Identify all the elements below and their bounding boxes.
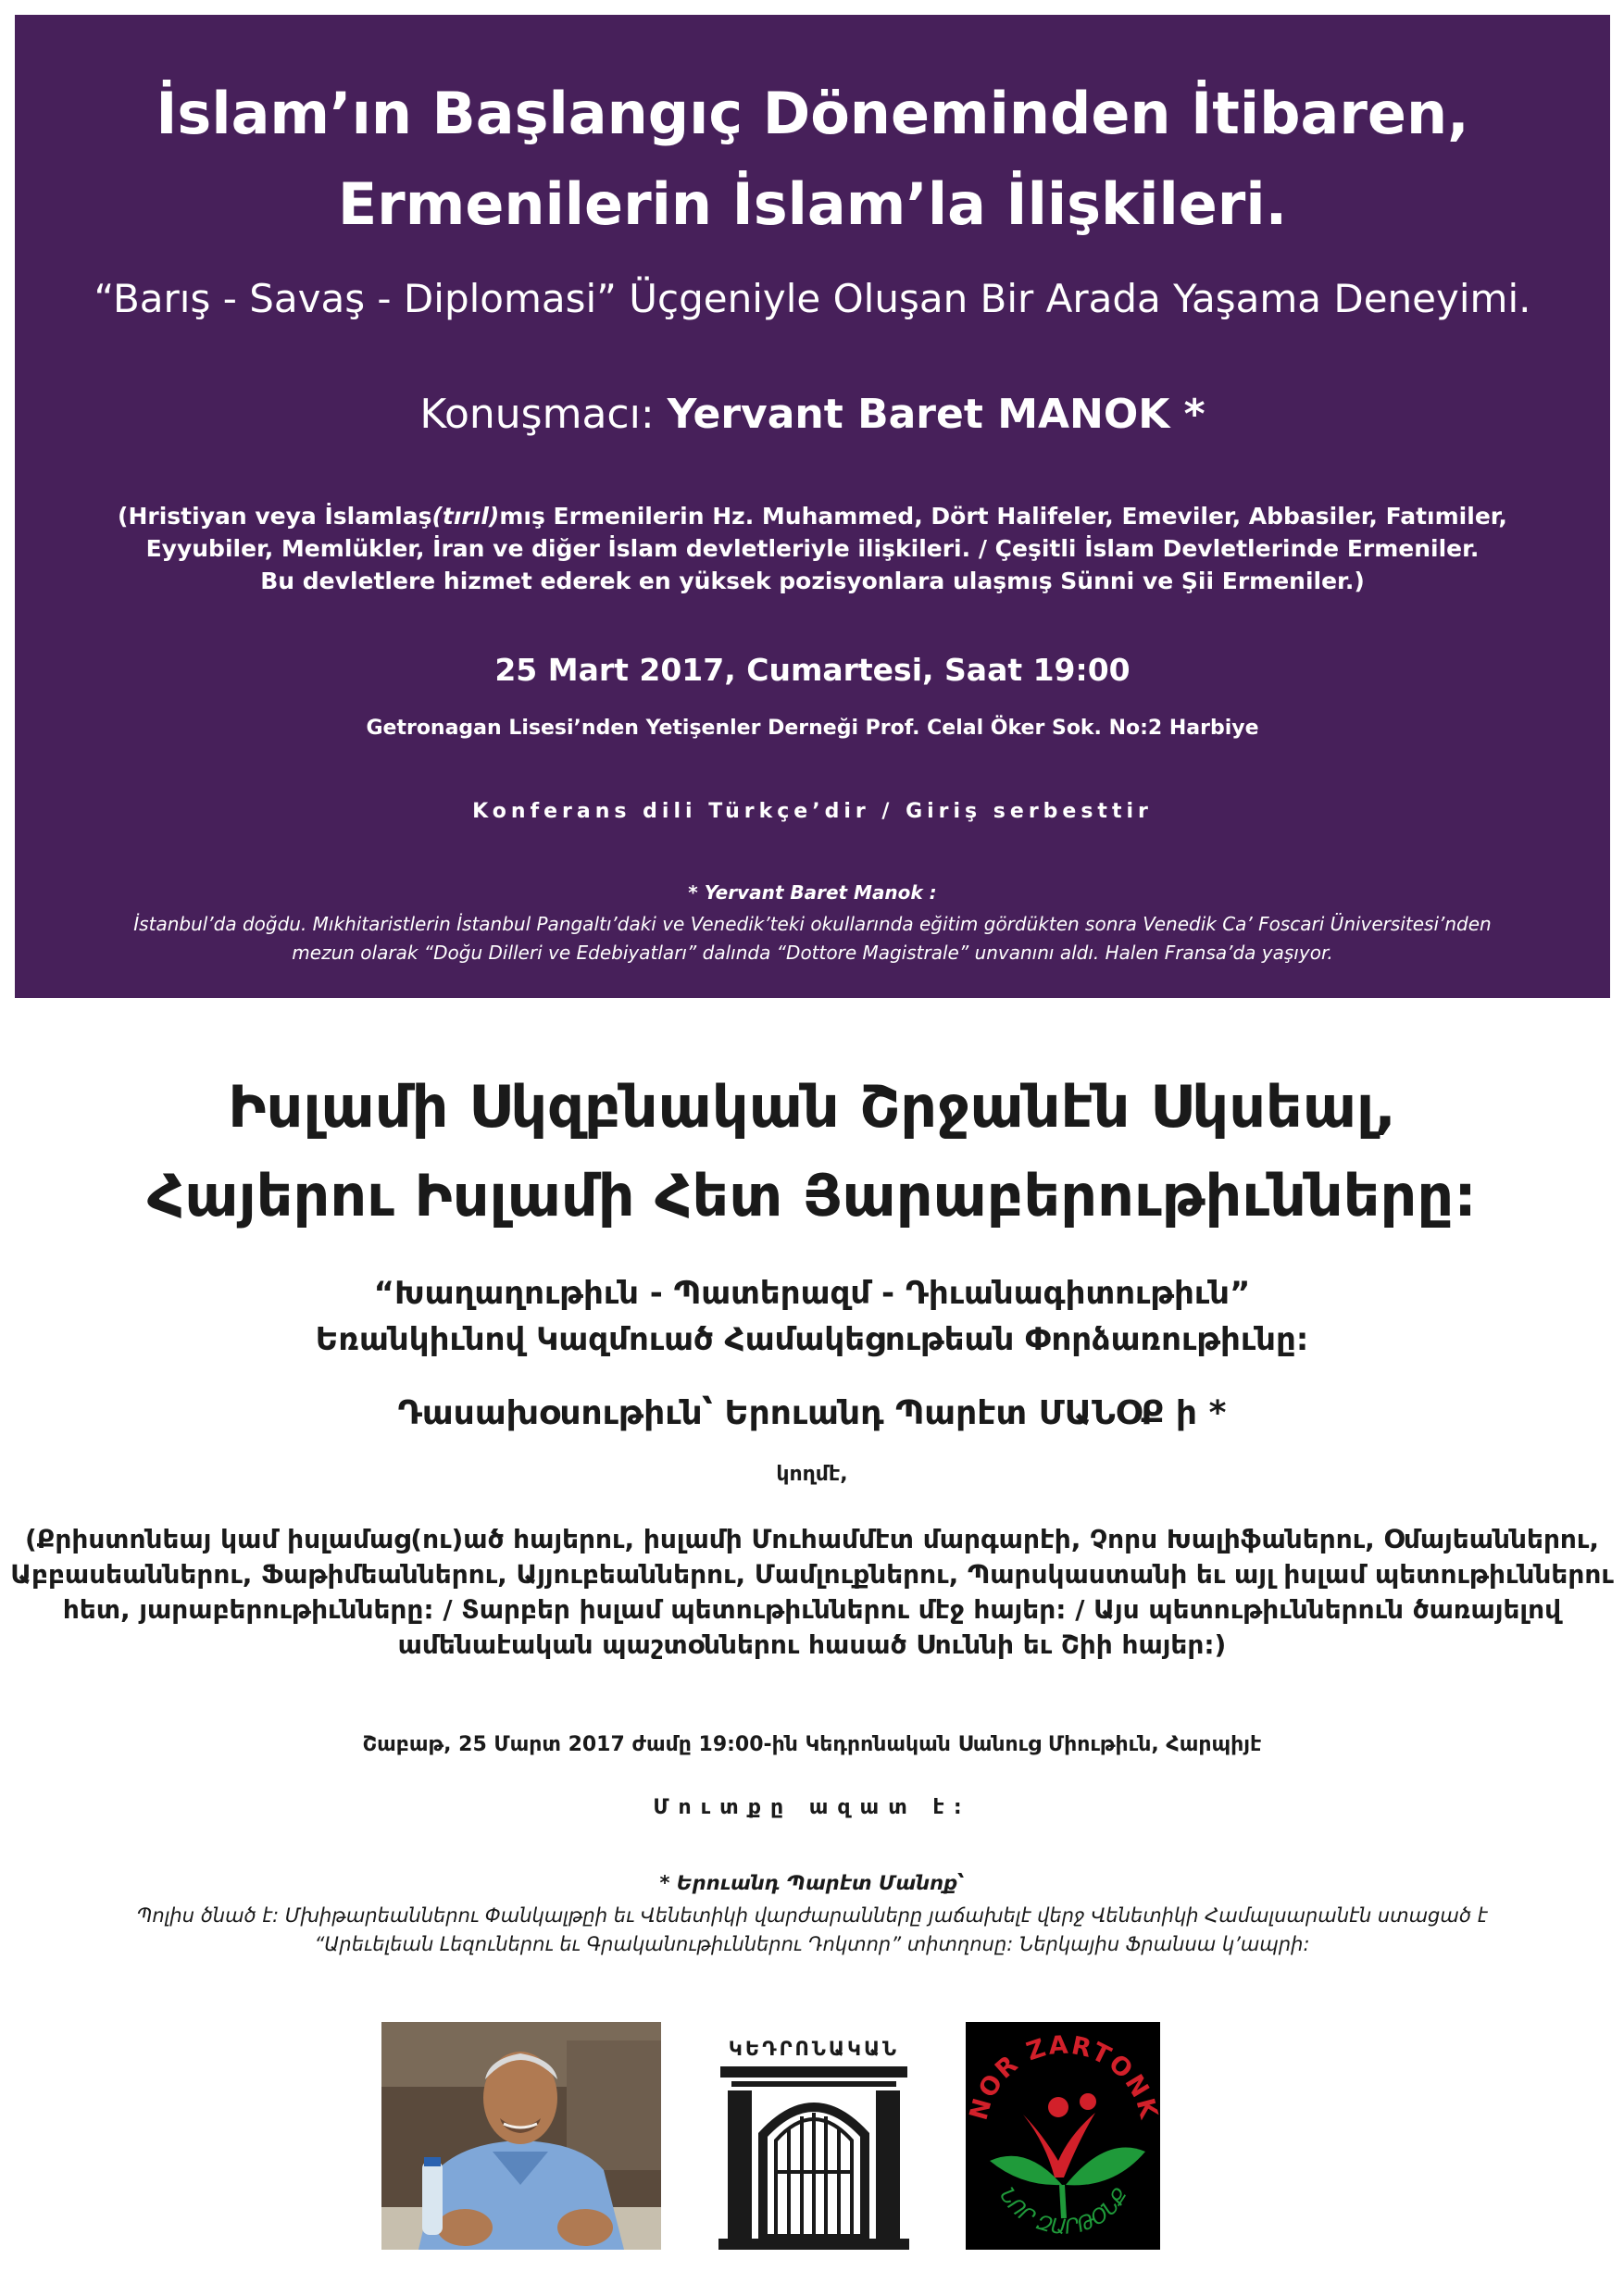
turkish-bio-title: * Yervant Baret Manok : bbox=[688, 881, 937, 904]
armenian-title-line2: Հայերու Իսլամի Հետ Յարաբերութիւնները: bbox=[147, 1162, 1477, 1229]
armenian-date-venue: Շաբաթ, 25 Մարտ 2017 ժամը 19:00-ին Կեդրոնական Սանուց Միութիւն, Հարպիյէ bbox=[362, 1733, 1262, 1756]
turkish-bio bbox=[15, 910, 1610, 967]
turkish-banner bbox=[15, 15, 1610, 998]
kedronagan-logo-graphic bbox=[718, 2024, 909, 2250]
armenian-subtitle-line2: Եռանկիւնով Կազմուած Համակեցութեան Փորձառութիւնը: bbox=[315, 1321, 1309, 1358]
turkish-title-line2: Ermenilerin İslam’la İlişkileri. bbox=[337, 170, 1288, 238]
armenian-by: կողմէ, bbox=[776, 1463, 848, 1486]
armenian-desc-line2: Աբբասեաններու, Ֆաթիմեաններու, Այյուբեաններու, Մամլուքներու, Պարսկաստանի եւ այլ իսլամ պետութիւններու bbox=[10, 1559, 1614, 1590]
armenian-bio-line2: “Արեւելեան Լեզուներու եւ Գրականութիւններու Դոկտոր” տիտղոսը: Ներկայիս Ֆրանսա կ’ապրի: bbox=[314, 1933, 1310, 1955]
desc-part2: mış Ermenilerin Hz. Muhammed, Dört Halifeler, Emeviler, Abbasiler, Fatımiler, bbox=[499, 503, 1507, 530]
speaker-name: Yervant Baret MANOK * bbox=[667, 391, 1206, 438]
armenian-desc-line1: (Քրիստոնեայ կամ իսլամաց(ու)ած հայերու, իսլամի Մուհամմէտ մարգարէի, Չորս Խալիֆաներու, Օմայեաններու, bbox=[25, 1524, 1599, 1554]
turkish-desc-line3: Bu devletlere hizmet ederek en yüksek pozisyonlara ulaşmış Sünni ve Şii Ermeniler.) bbox=[260, 568, 1365, 594]
turkish-bio-line1: İstanbul’da doğdu. Mıkhitaristlerin İstanbul Pangaltı’daki ve Venedik’teki okullarında eğitim gördükten sonra Venedik Ca’ Foscari Üniversitesi’nden bbox=[133, 913, 1492, 935]
kedronagan-logo bbox=[718, 2024, 909, 2250]
kedronagan-logo-text: ԿԵԴՐՈՆԱԿԱՆ bbox=[728, 2038, 900, 2060]
turkish-desc-line2: Eyyubiler, Memlükler, İran ve diğer İslam devletleriyle ilişkileri. / Çeşitli İslam Devletlerinde Ermeniler. bbox=[145, 535, 1480, 562]
turkish-date: 25 Mart 2017, Cumartesi, Saat 19:00 bbox=[494, 652, 1131, 688]
armenian-title bbox=[0, 1063, 1624, 1241]
desc-italic: (tırıl) bbox=[431, 503, 500, 530]
armenian-bio-title: * Երուանդ Պարէտ Մանոք՝ bbox=[659, 1872, 965, 1894]
turkish-desc-line1 bbox=[15, 500, 1610, 532]
armenian-title-line1: Իսլամի Սկզբնական Շրջանէն Սկսեալ, bbox=[228, 1073, 1396, 1141]
nor-zartonk-top-text: NOR ZARTONK bbox=[966, 2030, 1160, 2124]
turkish-title bbox=[15, 69, 1610, 250]
armenian-bio bbox=[0, 1902, 1624, 1959]
turkish-language-note: Konferans dili Türkçe’dir / Giriş serbesttir bbox=[472, 800, 1153, 823]
turkish-subtitle: “Barış - Savaş - Diplomasi” Üçgeniyle Oluşan Bir Arada Yaşama Deneyimi. bbox=[94, 276, 1531, 321]
turkish-title-line1: İslam’ın Başlangıç Döneminden İtibaren, bbox=[156, 80, 1469, 147]
nor-zartonk-bottom-text: ՆՈՐ ԶԱՐԹՕՆՔ bbox=[993, 2184, 1134, 2240]
armenian-description bbox=[0, 1522, 1624, 1663]
speaker-label: Konuşmacı: bbox=[419, 391, 655, 438]
armenian-subtitle-line1: “Խաղաղութիւն - Պատերազմ - Դիւանագիտութիւն” bbox=[373, 1275, 1251, 1312]
armenian-subtitle bbox=[0, 1270, 1624, 1363]
nor-zartonk-logo bbox=[966, 2022, 1160, 2250]
speaker-photo-illustration bbox=[381, 2022, 661, 2250]
turkish-bio-line2: mezun olarak “Doğu Dilleri ve Edebiyatları” dalında “Dottore Magistrale” unvanını aldı. Halen Fransa’da yaşıyor. bbox=[292, 942, 1333, 964]
armenian-speaker: Դասախօսութիւն՝ Երուանդ Պարէտ ՄԱՆՕՔ ի * bbox=[397, 1394, 1227, 1432]
desc-part1: (Hristiyan veya İslamlaş bbox=[118, 503, 432, 530]
armenian-entry: Մուտքը ազատ է: bbox=[653, 1796, 971, 1819]
turkish-venue: Getronagan Lisesi’nden Yetişenler Derneği Prof. Celal Öker Sok. No:2 Harbiye bbox=[366, 717, 1259, 740]
armenian-bio-line1: Պոլիս ծնած է: Մխիթարեաններու Փանկալթըի եւ Վենետիկի վարժարանները յաճախելէ վերջ Վենետիկի Համալսարանէն ստացած է bbox=[136, 1904, 1488, 1927]
turkish-speaker bbox=[15, 391, 1610, 438]
armenian-desc-line4: ամենաէական պաշտօններու հասած Սուննի եւ Շիի հայեր:) bbox=[397, 1629, 1227, 1660]
nor-zartonk-logo-graphic bbox=[966, 2022, 1160, 2250]
armenian-desc-line3: հետ, յարաբերութիւնները: / Տարբեր իսլամ պետութիւններու մէջ հայեր: / Այս պետութիւններուն ծառայելով bbox=[62, 1594, 1562, 1625]
speaker-photo bbox=[381, 2022, 661, 2250]
turkish-description bbox=[15, 500, 1610, 597]
